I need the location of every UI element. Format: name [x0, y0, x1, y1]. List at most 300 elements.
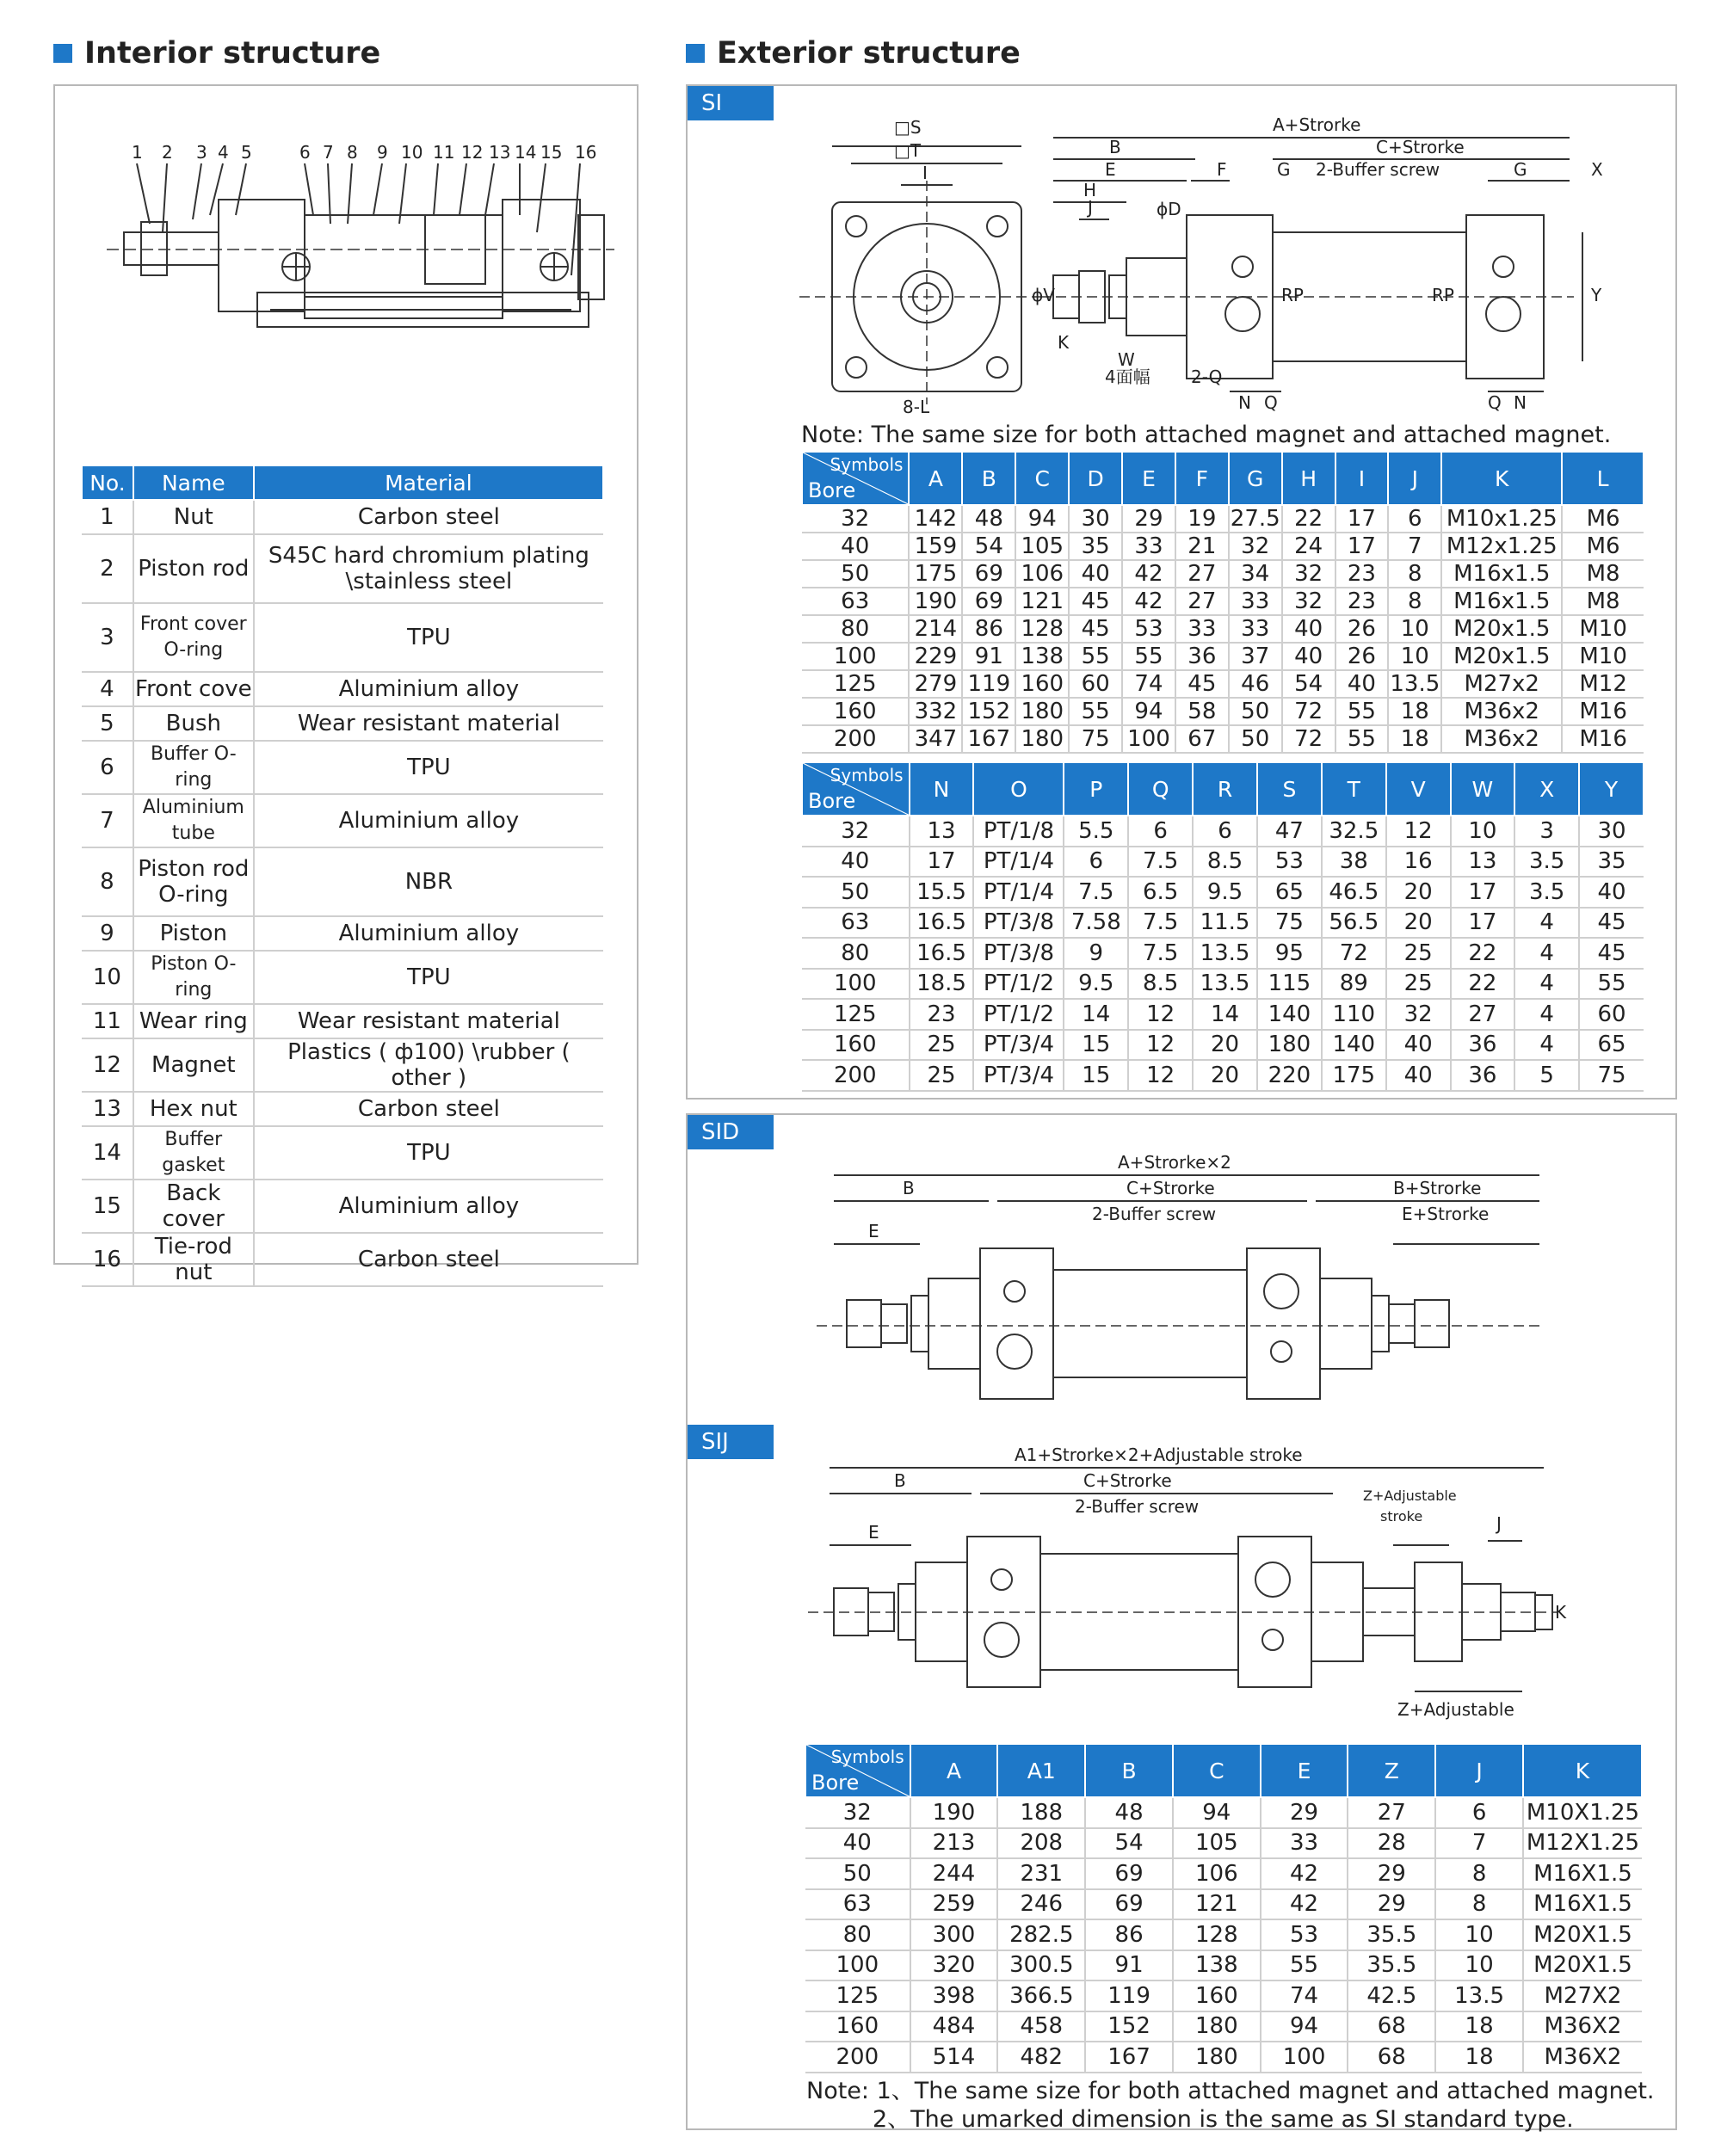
bore-cell: 32	[802, 505, 909, 533]
cell-material: Carbon steel	[254, 1233, 603, 1286]
value-cell: 7.58	[1064, 908, 1128, 939]
value-cell: PT/1/2	[973, 969, 1064, 1000]
header-name: Name	[133, 465, 254, 500]
value-cell: 6	[1388, 505, 1441, 533]
value-cell: 33	[1229, 615, 1282, 643]
value-cell: 180	[1173, 2042, 1261, 2073]
value-cell: 29	[1261, 1797, 1348, 1828]
value-cell: 8.5	[1193, 847, 1257, 878]
column-header: V	[1386, 762, 1451, 816]
table-row	[802, 938, 1644, 969]
value-cell: 47	[1257, 816, 1322, 847]
label-8l: 8-L	[903, 397, 930, 417]
cell-material: S45C hard chromium plating \stainless steel	[254, 534, 603, 603]
si-dimension-drawing	[713, 95, 1660, 426]
column-header: O	[973, 762, 1064, 816]
table-row	[802, 560, 1644, 588]
cell-no: 13	[82, 1092, 133, 1126]
table-row	[82, 1092, 603, 1126]
value-cell: 4	[1514, 1030, 1579, 1061]
part-number-label: 4	[218, 142, 229, 163]
cell-material: TPU	[254, 951, 603, 1004]
part-number-label: 3	[196, 142, 207, 163]
column-header: Q	[1128, 762, 1193, 816]
interior-panel	[53, 84, 638, 1285]
value-cell: 152	[962, 698, 1015, 725]
sid-label-c: C+Strorke	[1126, 1178, 1215, 1198]
table-row	[82, 1004, 603, 1038]
bore-cell: 50	[802, 560, 909, 588]
cell-no: 16	[82, 1233, 133, 1286]
value-cell: 32	[1229, 533, 1282, 560]
value-cell: M16x1.5	[1441, 560, 1562, 588]
cell-material: Wear resistant material	[254, 706, 603, 741]
value-cell: M36X2	[1523, 2011, 1642, 2042]
value-cell: 26	[1335, 643, 1389, 670]
value-cell: 5	[1514, 1060, 1579, 1091]
value-cell: 17	[1451, 877, 1515, 908]
sij-note-2: 2、The umarked dimension is the same as SI standard type.	[873, 2106, 1574, 2133]
value-cell: 27.5	[1229, 505, 1282, 533]
label-n: N	[1238, 392, 1251, 413]
value-cell: 38	[1322, 847, 1386, 878]
table-row	[802, 816, 1644, 847]
value-cell: 244	[910, 1858, 998, 1889]
si-note: Note: The same size for both attached magnet and attached magnet.	[801, 422, 1612, 448]
table-row	[82, 706, 603, 741]
value-cell: 94	[1261, 2011, 1348, 2042]
value-cell: 6	[1193, 816, 1257, 847]
value-cell: 40	[1386, 1030, 1451, 1061]
column-header: B	[962, 452, 1015, 505]
value-cell: 180	[1173, 2011, 1261, 2042]
header-no: No.	[82, 465, 133, 500]
label-y: Y	[1591, 285, 1602, 305]
value-cell: 50	[1229, 698, 1282, 725]
value-cell: 67	[1175, 725, 1229, 753]
value-cell: 86	[1085, 1919, 1173, 1950]
value-cell: 105	[1015, 533, 1069, 560]
bore-cell: 63	[805, 1889, 910, 1920]
value-cell: 60	[1069, 670, 1122, 698]
label-j: J	[1088, 197, 1093, 218]
table-row	[82, 741, 603, 794]
value-cell: 18	[1388, 725, 1441, 753]
value-cell: 46	[1229, 670, 1282, 698]
value-cell: 138	[1173, 1950, 1261, 1981]
value-cell: 17	[1335, 505, 1389, 533]
interior-cross-section-drawing	[55, 86, 637, 361]
sij-table	[805, 1743, 1643, 2073]
table-row	[802, 615, 1644, 643]
cell-material: Wear resistant material	[254, 1004, 603, 1038]
column-header: J	[1435, 1744, 1523, 1797]
label-w: W	[1118, 349, 1135, 370]
value-cell: PT/3/8	[973, 938, 1064, 969]
part-number-label: 1	[132, 142, 143, 163]
value-cell: 128	[1173, 1919, 1261, 1950]
value-cell: 40	[1579, 877, 1644, 908]
value-cell: 42	[1122, 588, 1175, 615]
sij-label-b: B	[894, 1470, 906, 1491]
value-cell: 8	[1388, 560, 1441, 588]
sid-sij-panel	[686, 1113, 1677, 2133]
table-row	[805, 2011, 1642, 2042]
column-header: G	[1229, 452, 1282, 505]
value-cell: PT/3/4	[973, 1030, 1064, 1061]
value-cell: 24	[1282, 533, 1335, 560]
value-cell: 33	[1229, 588, 1282, 615]
bore-cell: 100	[805, 1950, 910, 1981]
label-k: K	[1058, 332, 1070, 353]
label-2q: 2-Q	[1191, 367, 1223, 387]
table-row	[802, 505, 1644, 533]
value-cell: 19	[1175, 505, 1229, 533]
value-cell: 100	[1261, 2042, 1348, 2073]
table-row	[82, 794, 603, 847]
value-cell: 74	[1261, 1980, 1348, 2011]
value-cell: 40	[1386, 1060, 1451, 1091]
value-cell: M27x2	[1441, 670, 1562, 698]
table-row	[802, 670, 1644, 698]
value-cell: M16X1.5	[1523, 1889, 1642, 1920]
value-cell: 33	[1261, 1828, 1348, 1859]
bore-label: Bore	[811, 1771, 860, 1795]
column-header: E	[1261, 1744, 1348, 1797]
sid-label-e: E	[868, 1221, 879, 1241]
label-f: F	[1217, 159, 1227, 180]
column-header: Y	[1579, 762, 1644, 816]
value-cell: 6	[1064, 847, 1128, 878]
value-cell: 42	[1122, 560, 1175, 588]
value-cell: 37	[1229, 643, 1282, 670]
value-cell: 20	[1386, 908, 1451, 939]
sij-dimension-drawing	[713, 1442, 1617, 1726]
value-cell: 105	[1173, 1828, 1261, 1859]
value-cell: 75	[1579, 1060, 1644, 1091]
column-header: A1	[997, 1744, 1085, 1797]
value-cell: 10	[1451, 816, 1515, 847]
value-cell: 65	[1579, 1030, 1644, 1061]
value-cell: 6.5	[1128, 877, 1193, 908]
symbols-bore-header	[802, 762, 910, 816]
value-cell: 4	[1514, 999, 1579, 1030]
value-cell: 32	[1282, 588, 1335, 615]
value-cell: M10	[1562, 615, 1644, 643]
part-number-label: 7	[323, 142, 334, 163]
symbols-label: Symbols	[830, 1746, 904, 1767]
value-cell: 259	[910, 1889, 998, 1920]
value-cell: 190	[909, 588, 962, 615]
value-cell: 4	[1514, 969, 1579, 1000]
sid-label-e-stroke: E+Strorke	[1402, 1204, 1490, 1224]
bore-cell: 63	[802, 908, 910, 939]
value-cell: M10	[1562, 643, 1644, 670]
table-row	[82, 1180, 603, 1233]
value-cell: 13.5	[1193, 938, 1257, 969]
si-table-2	[801, 761, 1644, 1092]
column-header: S	[1257, 762, 1322, 816]
sij-label-k: K	[1555, 1602, 1567, 1623]
value-cell: 69	[1085, 1889, 1173, 1920]
value-cell: M12	[1562, 670, 1644, 698]
sij-label-e: E	[868, 1522, 879, 1543]
value-cell: 30	[1069, 505, 1122, 533]
value-cell: 332	[909, 698, 962, 725]
value-cell: 7.5	[1128, 938, 1193, 969]
part-number-label: 6	[299, 142, 311, 163]
value-cell: 91	[962, 643, 1015, 670]
value-cell: 15.5	[910, 877, 974, 908]
value-cell: 180	[1257, 1030, 1322, 1061]
value-cell: 54	[962, 533, 1015, 560]
cell-name: Buffer gasket	[133, 1126, 254, 1180]
table-row	[82, 534, 603, 603]
value-cell: 121	[1015, 588, 1069, 615]
bore-cell: 63	[802, 588, 909, 615]
value-cell: M10X1.25	[1523, 1797, 1642, 1828]
part-number-labels	[132, 142, 596, 163]
column-header: D	[1069, 452, 1122, 505]
value-cell: 180	[1015, 698, 1069, 725]
value-cell: 32	[1282, 560, 1335, 588]
value-cell: 18	[1388, 698, 1441, 725]
sij-label-c: C+Strorke	[1083, 1470, 1172, 1491]
cell-material: TPU	[254, 1126, 603, 1180]
value-cell: 22	[1451, 938, 1515, 969]
table-row	[82, 1038, 603, 1092]
value-cell: 482	[997, 2042, 1085, 2073]
value-cell: 14	[1064, 999, 1128, 1030]
value-cell: 33	[1175, 615, 1229, 643]
part-number-label: 11	[433, 142, 455, 163]
cell-no: 8	[82, 847, 133, 916]
value-cell: M36x2	[1441, 725, 1562, 753]
value-cell: 29	[1348, 1889, 1435, 1920]
table-row	[802, 847, 1644, 878]
cell-no: 12	[82, 1038, 133, 1092]
table-row	[802, 908, 1644, 939]
cell-material: Aluminium alloy	[254, 916, 603, 951]
table-row	[805, 1828, 1642, 1859]
sid-dimension-drawing	[713, 1141, 1617, 1416]
sij-label-a1: A1+Strorke×2+Adjustable stroke	[1015, 1445, 1303, 1465]
value-cell: 229	[909, 643, 962, 670]
value-cell: 55	[1261, 1950, 1348, 1981]
cell-material: Aluminium alloy	[254, 672, 603, 706]
cell-material: Carbon steel	[254, 1092, 603, 1126]
column-header: I	[1335, 452, 1389, 505]
value-cell: 32.5	[1322, 816, 1386, 847]
value-cell: 54	[1282, 670, 1335, 698]
section-marker	[53, 44, 72, 63]
part-number-label: 2	[162, 142, 173, 163]
value-cell: M6	[1562, 533, 1644, 560]
header-material: Material	[254, 465, 603, 500]
table-row	[802, 999, 1644, 1030]
value-cell: 13.5	[1193, 969, 1257, 1000]
value-cell: 23	[1335, 560, 1389, 588]
value-cell: M36x2	[1441, 698, 1562, 725]
value-cell: M20X1.5	[1523, 1919, 1642, 1950]
value-cell: PT/1/4	[973, 847, 1064, 878]
column-header: L	[1562, 452, 1644, 505]
value-cell: 15	[1064, 1060, 1128, 1091]
table-row	[805, 2042, 1642, 2073]
cell-no: 14	[82, 1126, 133, 1180]
table-row	[802, 725, 1644, 753]
cell-name: Front cover O-ring	[133, 603, 254, 672]
value-cell: 58	[1175, 698, 1229, 725]
label-c-stroke: C+Strorke	[1376, 137, 1465, 157]
value-cell: 89	[1322, 969, 1386, 1000]
value-cell: 45	[1175, 670, 1229, 698]
value-cell: 72	[1282, 698, 1335, 725]
cell-material: Aluminium alloy	[254, 1180, 603, 1233]
value-cell: 3.5	[1514, 877, 1579, 908]
value-cell: 3.5	[1514, 847, 1579, 878]
column-header: P	[1064, 762, 1128, 816]
value-cell: 23	[910, 999, 974, 1030]
sij-label-j: J	[1496, 1513, 1502, 1534]
table-row	[802, 643, 1644, 670]
value-cell: 167	[962, 725, 1015, 753]
value-cell: 17	[1335, 533, 1389, 560]
part-number-label: 16	[575, 142, 597, 163]
value-cell: 7.5	[1128, 908, 1193, 939]
value-cell: 10	[1435, 1950, 1523, 1981]
value-cell: 8	[1435, 1889, 1523, 1920]
value-cell: 35.5	[1348, 1919, 1435, 1950]
table-row	[82, 672, 603, 706]
table-row	[805, 1919, 1642, 1950]
value-cell: 7	[1435, 1828, 1523, 1859]
value-cell: 86	[962, 615, 1015, 643]
cell-no: 2	[82, 534, 133, 603]
value-cell: 300.5	[997, 1950, 1085, 1981]
cell-no: 9	[82, 916, 133, 951]
sid-label-b: B	[903, 1178, 915, 1198]
value-cell: 74	[1122, 670, 1175, 698]
label-g2: G	[1514, 159, 1527, 180]
value-cell: 42.5	[1348, 1980, 1435, 2011]
cell-material: NBR	[254, 847, 603, 916]
cell-material: TPU	[254, 603, 603, 672]
value-cell: 95	[1257, 938, 1322, 969]
value-cell: 7.5	[1128, 847, 1193, 878]
value-cell: 3	[1514, 816, 1579, 847]
value-cell: 188	[997, 1797, 1085, 1828]
sij-label-z-adj: Z+Adjustable	[1363, 1488, 1457, 1504]
cell-material: TPU	[254, 741, 603, 794]
value-cell: 16	[1386, 847, 1451, 878]
bore-cell: 40	[802, 847, 910, 878]
value-cell: 142	[909, 505, 962, 533]
value-cell: 21	[1175, 533, 1229, 560]
column-header: C	[1173, 1744, 1261, 1797]
value-cell: 27	[1348, 1797, 1435, 1828]
bore-label: Bore	[808, 478, 856, 502]
bore-cell: 125	[802, 999, 910, 1030]
cell-no: 3	[82, 603, 133, 672]
value-cell: M6	[1562, 505, 1644, 533]
value-cell: 220	[1257, 1060, 1322, 1091]
column-header: H	[1282, 452, 1335, 505]
bore-cell: 40	[802, 533, 909, 560]
value-cell: 7	[1388, 533, 1441, 560]
value-cell: 25	[1386, 969, 1451, 1000]
exterior-title: Exterior structure	[717, 36, 1021, 71]
value-cell: 159	[909, 533, 962, 560]
column-header: W	[1451, 762, 1515, 816]
label-phi-d: ϕD	[1157, 199, 1181, 219]
cell-name: Hex nut	[133, 1092, 254, 1126]
bore-cell: 200	[802, 725, 909, 753]
bore-cell: 50	[802, 877, 910, 908]
bore-cell: 80	[802, 938, 910, 969]
cell-no: 10	[82, 951, 133, 1004]
value-cell: 54	[1085, 1828, 1173, 1859]
value-cell: 208	[997, 1828, 1085, 1859]
value-cell: 91	[1085, 1950, 1173, 1981]
interior-title-block	[53, 36, 380, 71]
sij-note-1: Note: 1、The same size for both attached magnet and attached magnet.	[806, 2078, 1655, 2104]
value-cell: 55	[1335, 698, 1389, 725]
label-b: B	[1109, 137, 1121, 157]
value-cell: 75	[1069, 725, 1122, 753]
sij-label-z-bottom: Z+Adjustable	[1397, 1699, 1514, 1720]
cell-name: Aluminium tube	[133, 794, 254, 847]
value-cell: 69	[1085, 1858, 1173, 1889]
value-cell: 55	[1122, 643, 1175, 670]
column-header: A	[909, 452, 962, 505]
cell-name: Piston rod	[133, 534, 254, 603]
value-cell: 40	[1069, 560, 1122, 588]
label-x: X	[1591, 159, 1603, 180]
part-number-label: 8	[347, 142, 358, 163]
label-rp2: RP	[1432, 285, 1454, 305]
value-cell: 175	[909, 560, 962, 588]
value-cell: 36	[1175, 643, 1229, 670]
value-cell: 16.5	[910, 908, 974, 939]
table-row	[802, 877, 1644, 908]
value-cell: 22	[1282, 505, 1335, 533]
value-cell: 36	[1451, 1030, 1515, 1061]
value-cell: 46.5	[1322, 877, 1386, 908]
value-cell: 300	[910, 1919, 998, 1950]
value-cell: 60	[1579, 999, 1644, 1030]
value-cell: 115	[1257, 969, 1322, 1000]
table-row	[805, 1858, 1642, 1889]
cell-no: 6	[82, 741, 133, 794]
value-cell: 23	[1335, 588, 1389, 615]
value-cell: 42	[1261, 1858, 1348, 1889]
column-header: N	[910, 762, 974, 816]
table-row	[802, 969, 1644, 1000]
label-phi-v: ϕV	[1032, 285, 1055, 305]
label-a-stroke: A+Strorke	[1273, 114, 1361, 135]
table-row	[802, 1030, 1644, 1061]
label-w-cn: 4面幅	[1105, 367, 1150, 387]
column-header: E	[1122, 452, 1175, 505]
part-number-label: 13	[489, 142, 511, 163]
part-number-label: 12	[461, 142, 484, 163]
value-cell: 20	[1193, 1030, 1257, 1061]
sid-label-buffer: 2-Buffer screw	[1092, 1204, 1217, 1224]
value-cell: 26	[1335, 615, 1389, 643]
value-cell: 140	[1257, 999, 1322, 1030]
bore-cell: 160	[805, 2011, 910, 2042]
